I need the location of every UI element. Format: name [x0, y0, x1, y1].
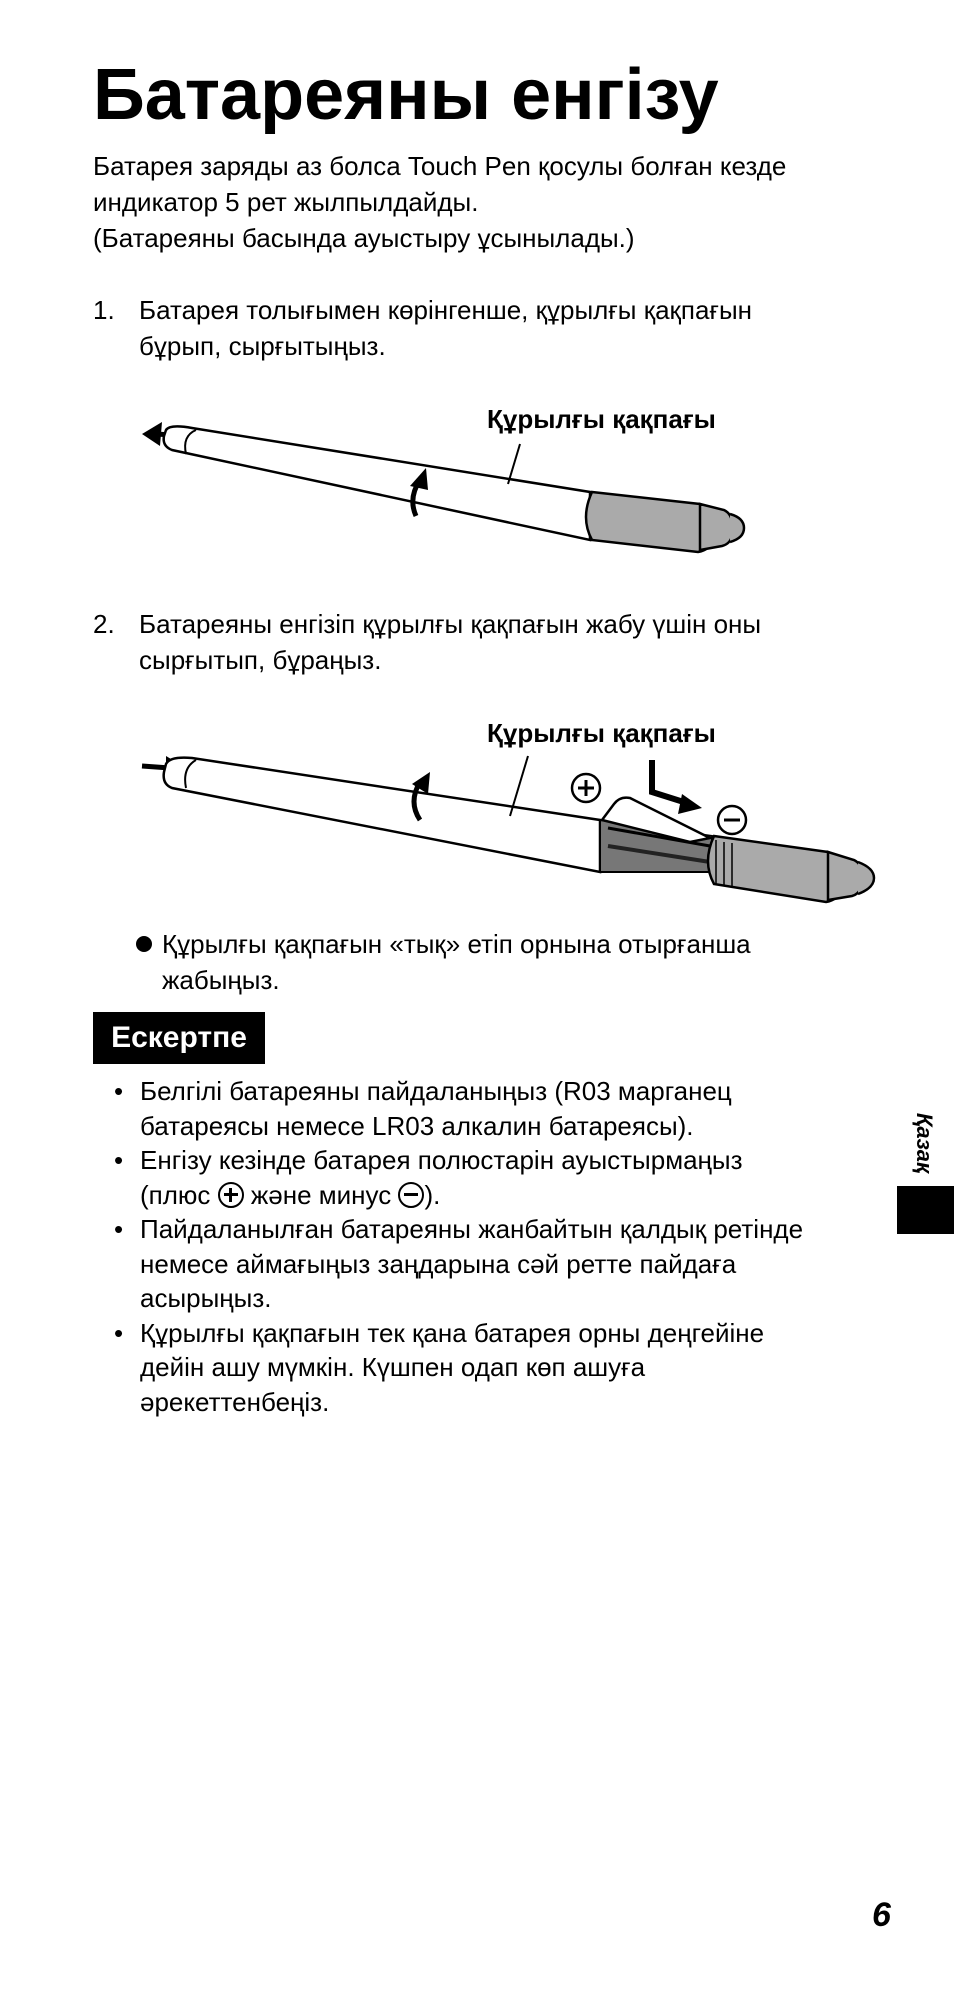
page-number: 6 [872, 1896, 891, 1934]
note-line: Енгізу кезінде батарея полюстарін ауыстырмаңыз [140, 1145, 743, 1175]
figure-label: Құрылғы қақпағы [487, 718, 716, 748]
figure-open-cover [130, 400, 770, 570]
minus-circle-icon [718, 806, 746, 834]
bullet-marker: • [114, 1076, 124, 1106]
plus-circle-icon [218, 1182, 244, 1208]
bullet-marker: • [114, 1317, 124, 1348]
note-line: батареясы немесе LR03 алкалин батареясы). [140, 1110, 694, 1141]
figure-label: Құрылғы қақпағы [487, 404, 716, 434]
intro-line: Батарея заряды аз болса Touch Pen қосулы болған кезде [93, 151, 787, 181]
step-line: бұрып, сырғытыңыз. [139, 331, 386, 361]
list-item [114, 1212, 894, 1316]
note-text-post: ). [424, 1179, 441, 1210]
bullet-dot-icon [136, 936, 152, 952]
list-item [114, 1074, 894, 1143]
note-line: Белгілі батареяны пайдаланыңыз (R03 марганец [140, 1076, 732, 1106]
step-line: Батареяны енгізіп құрылғы қақпағын жабу үшін оны [139, 609, 762, 639]
note-text-pre: (плюс [140, 1179, 218, 1210]
note-line: Пайдаланылған батареяны жанбайтын қалдық ретінде [140, 1214, 804, 1244]
note-line: Құрылғы қақпағын «тық» етіп орнына отырғанша [162, 929, 751, 959]
note-line: немесе аймағыңыз заңдарына сәй ретте пайдаға [140, 1248, 737, 1279]
notes-heading: Ескертпе [93, 1012, 265, 1064]
note-line: Құрылғы қақпағын тек қана батарея орны деңгейіне [140, 1317, 765, 1348]
figure-close-cover [130, 712, 890, 912]
intro-line: (Батареяны басында ауыстыру ұсынылады.) [93, 223, 635, 253]
page-title: Батареяны енгізу [93, 55, 719, 135]
minus-circle-icon [398, 1182, 424, 1208]
step-text [139, 606, 899, 678]
note-text [162, 926, 882, 998]
list-item [114, 1143, 894, 1212]
note-line: әрекеттенбеңіз. [140, 1386, 330, 1417]
step-number: 1. [93, 295, 115, 325]
note-line: дейін ашу мүмкін. Күшпен одап көп ашуға [140, 1352, 646, 1382]
note-line: жабыңыз. [162, 965, 280, 995]
intro-paragraph [93, 148, 893, 256]
step-text [139, 292, 899, 364]
arrow-down-right-icon [652, 760, 702, 814]
language-tab-marker [897, 1186, 954, 1234]
note-text-mid: және минус [243, 1179, 399, 1210]
note-line-polarity [140, 1178, 894, 1213]
list-item [114, 1316, 894, 1420]
intro-line: индикатор 5 рет жылпылдайды. [93, 187, 479, 217]
step-number: 2. [93, 609, 115, 639]
step-line: сырғытып, бұраңыз. [139, 645, 382, 675]
bullet-marker: • [114, 1214, 124, 1244]
notes-list [114, 1074, 894, 1419]
plus-circle-icon [572, 774, 600, 802]
note-line: асырыңыз. [140, 1283, 272, 1313]
language-side-label: Қазақ [912, 1112, 937, 1174]
bullet-marker: • [114, 1145, 124, 1175]
step-line: Батарея толығымен көрінгенше, құрылғы қақпағын [139, 295, 752, 325]
